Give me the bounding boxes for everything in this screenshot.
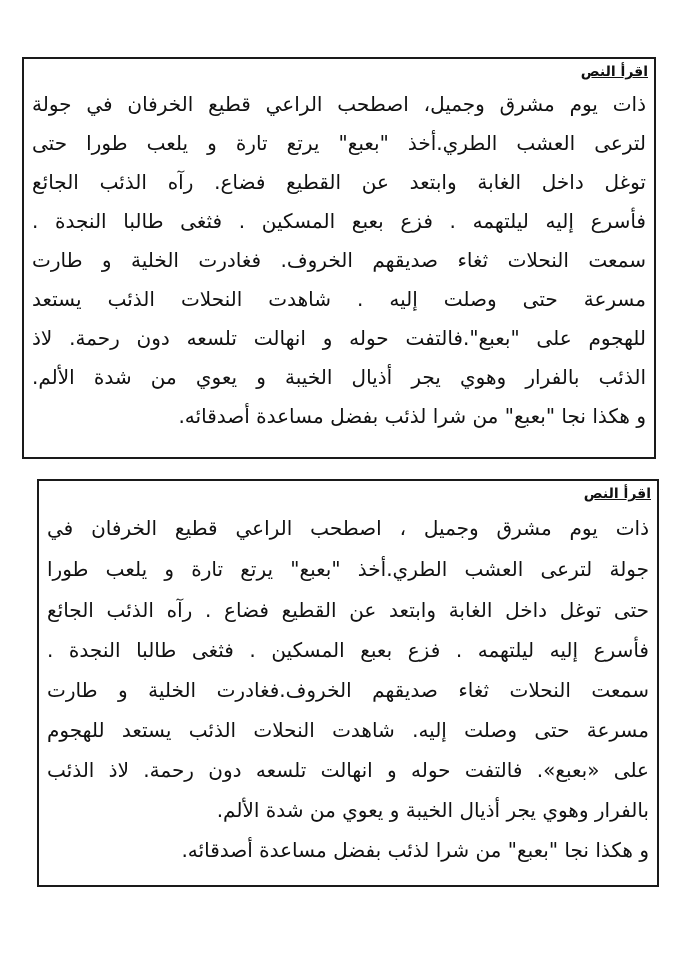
box-1-line-6: مسرعة حتى وصلت إليه . شاهدت النحلات الذئب يستعد (32, 287, 646, 311)
box-2-line-9: و هكذا نجا "بعبع" من شرا لذئب بفضل مساعدة أصدقائه. (181, 838, 649, 862)
box-1-line-5: سمعت النحلات ثغاء صديقهم الخروف. فغادرت الخلية و طارت (32, 248, 646, 272)
box-1-line-2: لترعى العشب الطري.أخذ "بعبع" يرتع تارة و يلعب طورا حتى (32, 131, 646, 155)
box-1-line-7: للهجوم على "بعبع".فالتفت حوله و انهالت تلسعه دون رحمة. لاذ (32, 326, 646, 350)
box-1-line-8: الذئب بالفرار وهوي يجر أذيال الخيبة و يعوي من شدة الألم. (32, 365, 646, 389)
box-2-line-3: حتى توغل داخل الغابة وابتعد عن القطيع فضاع . رآه الذئب الجائع (47, 598, 649, 622)
box-2-line-8: بالفرار وهوي يجر أذيال الخيبة و يعوي من شدة الألم. (216, 798, 649, 822)
box-2-line-2: جولة لترعى العشب الطري.أخذ "بعبع" يرتع تارة و يلعب طورا (47, 557, 649, 581)
box-1-line-9: و هكذا نجا "بعبع" من شرا لذئب بفضل مساعدة أصدقائه. (178, 404, 646, 428)
box-2-line-7: على «بعبع». فالتفت حوله و انهالت تلسعه دون رحمة. لاذ الذئب (47, 758, 649, 782)
text-box-1 (22, 57, 656, 459)
text-box-2 (37, 479, 659, 887)
box-1-line-4: فأسرع إليه ليلتهمه . فزع بعبع المسكين . فثغى طالبا النجدة . (32, 209, 646, 233)
box-2-line-5: سمعت النحلات ثغاء صديقهم الخروف.فغادرت الخلية و طارت (47, 678, 649, 702)
box-2-line-4: فأسرع إليه ليلتهمه . فزع بعبع المسكين . فثغى طالبا النجدة . (47, 638, 649, 662)
box-1-line-1: ذات يوم مشرق وجميل، اصطحب الراعي قطيع الخرفان في جولة (32, 92, 646, 116)
box-2-line-1: ذات يوم مشرق وجميل ، اصطحب الراعي قطيع الخرفان في (47, 516, 649, 540)
box-1-line-3: توغل داخل الغابة وابتعد عن القطيع فضاع. رآه الذئب الجائع (32, 170, 646, 194)
box-2-title: اقرأ النص (583, 486, 651, 502)
box-1-title: اقرأ النص (580, 64, 648, 80)
box-2-line-6: مسرعة حتى وصلت إليه. شاهدت النحلات الذئب يستعد للهجوم (47, 718, 649, 742)
